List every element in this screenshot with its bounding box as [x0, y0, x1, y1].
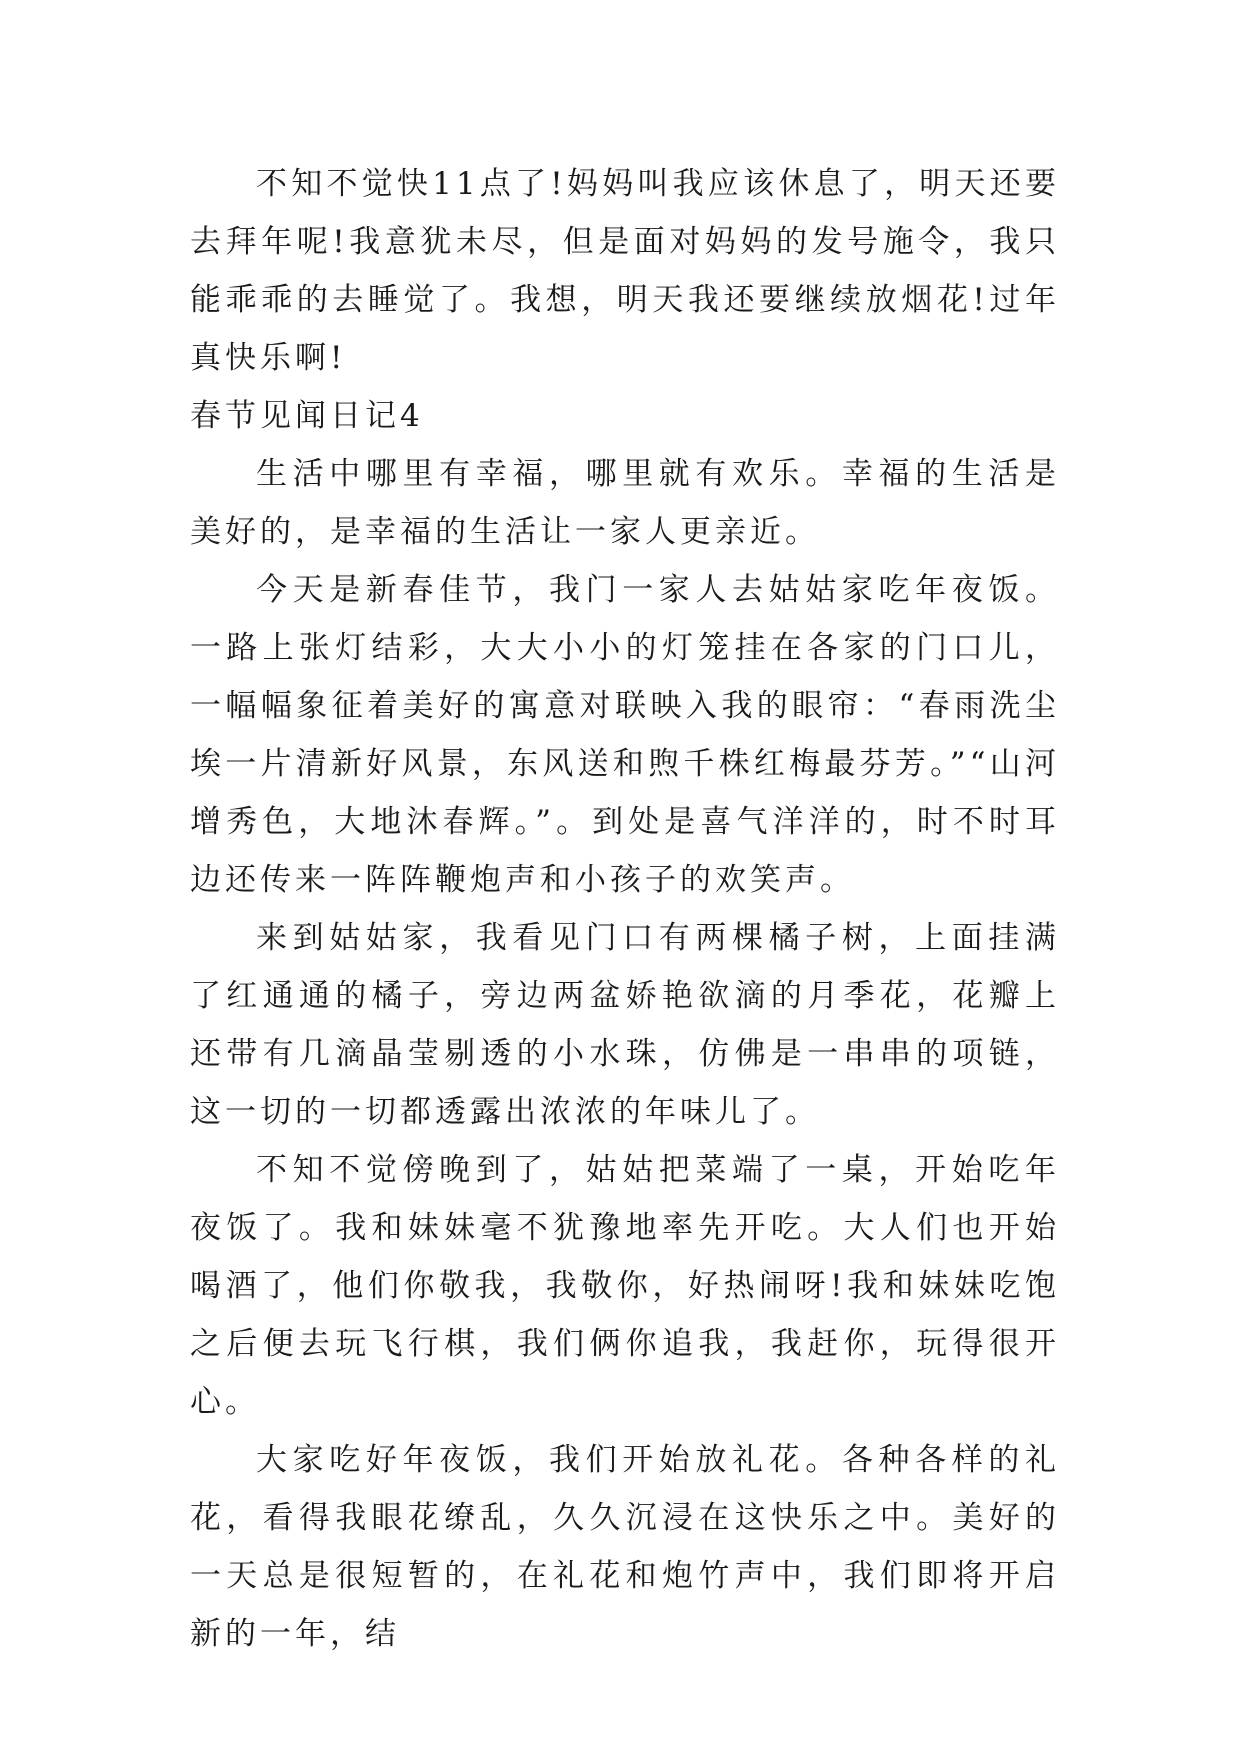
paragraph-dinner: 不知不觉傍晚到了，姑姑把菜端了一桌，开始吃年夜饭了。我和妹妹毫不犹豫地率先开吃。大人们也开始喝酒了，他们你敬我，我敬你，好热闹呀!我和妹妹吃饱之后便去玩飞行棋，我们俩你追我，我赶你，玩得很开心。 — [190, 1152, 1060, 1420]
section-title: 春节见闻日记4 — [190, 398, 424, 434]
paragraph-happiness: 生活中哪里有幸福，哪里就有欢乐。幸福的生活是美好的，是幸福的生活让一家人更亲近。 — [190, 456, 1060, 550]
paragraph-intro: 不知不觉快11点了!妈妈叫我应该休息了，明天还要去拜年呢!我意犹未尽，但是面对妈妈的发号施令，我只能乖乖的去睡觉了。我想，明天我还要继续放烟花!过年真快乐啊! — [190, 166, 1060, 376]
paragraph-aunt-house: 来到姑姑家，我看见门口有两棵橘子树，上面挂满了红通通的橘子，旁边两盆娇艳欲滴的月季花，花瓣上还带有几滴晶莹剔透的小水珠，仿佛是一串串的项链，这一切的一切都透露出浓浓的年味儿了。 — [190, 920, 1060, 1130]
document-body — [190, 155, 1060, 1663]
paragraph-new-year-day: 今天是新春佳节，我门一家人去姑姑家吃年夜饭。一路上张灯结彩，大大小小的灯笼挂在各家的门口儿，一幅幅象征着美好的寓意对联映入我的眼帘：“春雨洗尘埃一片清新好风景，东风送和煦千株红梅最芬芳。”“山河增秀色，大地沐春辉。”。到处是喜气洋洋的，时不时耳边还传来一阵阵鞭炮声和小孩子的欢笑声。 — [190, 572, 1060, 898]
paragraph-fireworks: 大家吃好年夜饭，我们开始放礼花。各种各样的礼花，看得我眼花缭乱，久久沉浸在这快乐之中。美好的一天总是很短暂的，在礼花和炮竹声中，我们即将开启新的一年，结 — [190, 1442, 1060, 1652]
